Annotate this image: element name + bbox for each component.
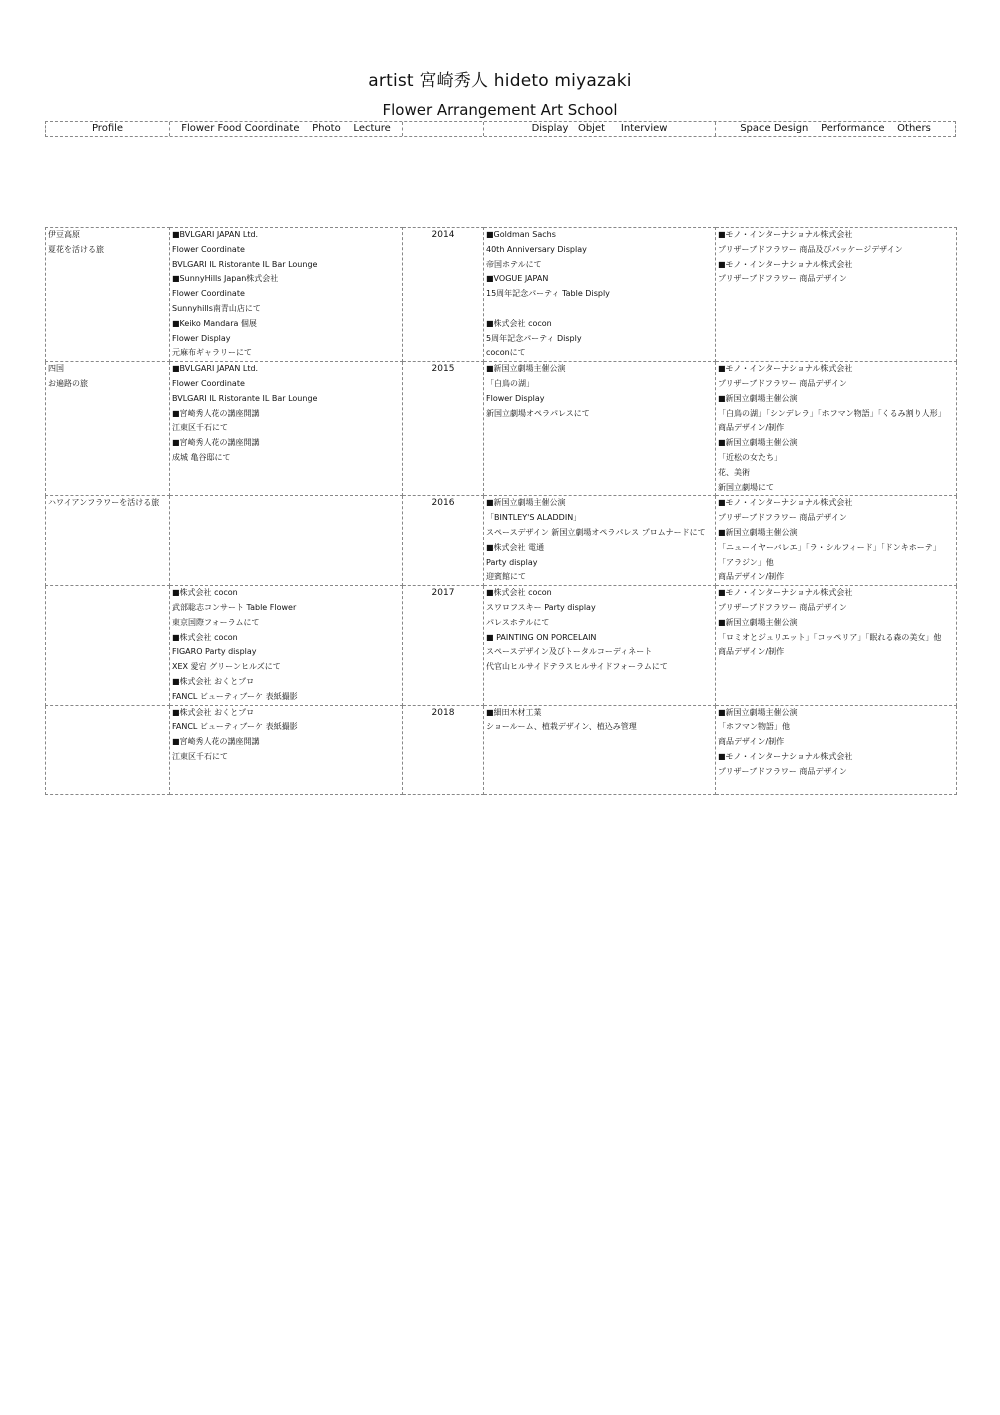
entry-line: 商品デザイン/制作: [718, 423, 785, 433]
entry-line: ■株式会社 おくとプロ: [172, 707, 255, 717]
nav-display-objet-interview[interactable]: Display Objet Interview: [484, 122, 716, 136]
entry-line: プリザーブドフラワー 商品デザイン: [718, 513, 847, 523]
entry-line: FANCL ビューティブーケ 表紙撮影: [172, 722, 298, 732]
entry-line: 四国: [48, 364, 64, 374]
entry-line: 武部聡志コンサート Table Flower: [172, 602, 297, 612]
entry-line: ■モノ・インターナショナル株式会社: [718, 588, 853, 598]
entry-line: 15周年記念パーティ Table Disply: [486, 289, 610, 299]
entry-line: ■細田木材工業: [486, 707, 542, 717]
entry-line: ■宮崎秀人花の講座開講: [172, 408, 260, 418]
entry-line: 商品デザイン/制作: [718, 572, 785, 582]
entry-line: ■株式会社 cocon: [486, 318, 552, 328]
entry-line: ■新国立劇場主催公演: [718, 707, 798, 717]
table-row: [46, 362, 957, 496]
nav-flower-food-coordinate[interactable]: Flower Food Coordinate Photo Lecture: [170, 122, 403, 136]
year-cell: 2014: [403, 228, 484, 362]
entry-line: ■株式会社 cocon: [172, 588, 238, 598]
entry-line: ■宮崎秀人花の講座開講: [172, 737, 260, 747]
space-design-cell: [716, 496, 957, 586]
entry-line: プリザーブドフラワー 商品デザイン: [718, 378, 847, 388]
entry-line: coconにて: [486, 348, 526, 358]
entry-line: BVLGARI IL Ristorante IL Bar Lounge: [172, 393, 318, 403]
entry-line: Flower Display: [172, 333, 231, 343]
entry-line: XEX 愛宕 グリーンヒルズにて: [172, 662, 281, 672]
entry-line: 「ホフマン物語」他: [718, 722, 790, 732]
entry-line: お遍路の旅: [48, 378, 88, 388]
entry-line: 元麻布ギャラリーにて: [172, 348, 252, 358]
coordinate-cell: [170, 496, 403, 586]
entry-line: ■新国立劇場主催公演: [486, 498, 566, 508]
table-row: [46, 586, 957, 705]
entry-line: 新国立劇場にて: [718, 482, 774, 492]
display-cell: [484, 496, 716, 586]
display-cell: [484, 362, 716, 496]
entry-line: プリザーブドフラワー 商品デザイン: [718, 602, 847, 612]
coordinate-cell: [170, 362, 403, 496]
entry-line: 「白鳥の湖」: [486, 378, 534, 388]
entry-line: ■新国立劇場主催公演: [718, 617, 798, 627]
entry-line: パレスホテルにて: [486, 617, 550, 627]
table-row: [46, 228, 957, 362]
nav-profile[interactable]: Profile: [46, 122, 170, 136]
entry-line: ■宮崎秀人花の講座開講: [172, 438, 260, 448]
entry-line: 江東区千石にて: [172, 751, 228, 761]
entry-line: ■新国立劇場主催公演: [718, 527, 798, 537]
entry-line: ■株式会社 電通: [486, 542, 545, 552]
entry-line: 商品デザイン/制作: [718, 647, 785, 657]
profile-cell: [46, 228, 170, 362]
profile-cell: [46, 586, 170, 705]
entry-line: 「BINTLEY'S ALADDIN」: [486, 513, 582, 523]
entry-line: Flower Coordinate: [172, 289, 245, 299]
entry-line: 伊豆高原: [48, 230, 80, 239]
profile-cell: [46, 496, 170, 586]
entry-line: 商品デザイン/制作: [718, 737, 785, 747]
display-cell: [484, 228, 716, 362]
school-title: Flower Arrangement Art School: [382, 101, 618, 119]
nav-blank: [403, 122, 484, 136]
entry-line: ■モノ・インターナショナル株式会社: [718, 259, 853, 269]
entry-line: 5周年記念パーティ Disply: [486, 333, 582, 343]
entry-line: 「ロミオとジュリエット」「コッペリア」「眠れる森の美女」他: [718, 632, 942, 642]
entry-line: プリザーブドフラワー 商品及びパッケージデザイン: [718, 244, 903, 254]
display-cell: [484, 705, 716, 795]
entry-line: ハワイアンフラワーを活ける旅: [48, 498, 160, 508]
nav-space-design-others[interactable]: Space Design Performance Others: [740, 123, 931, 134]
entry-line: スワロフスキー Party display: [486, 602, 596, 612]
entry-line: FIGARO Party display: [172, 647, 257, 657]
profile-cell: [46, 705, 170, 795]
entry-line: ■ PAINTING ON PORCELAIN: [486, 632, 597, 642]
entry-line: プリザーブドフラワー 商品デザイン: [718, 274, 847, 284]
entry-line: 花、美術: [718, 467, 750, 477]
coordinate-cell: [170, 705, 403, 795]
entry-line: ■SunnyHills Japan株式会社: [172, 274, 279, 284]
entry-line: 「アラジン」他: [718, 557, 774, 567]
entry-line: 江東区千石にて: [172, 423, 228, 433]
entry-line: 夏花を活ける旅: [48, 244, 104, 254]
entry-line: Flower Coordinate: [172, 244, 245, 254]
entry-line: Party display: [486, 557, 538, 567]
year-cell: 2016: [403, 496, 484, 586]
entry-line: プリザーブドフラワー 商品デザイン: [718, 766, 847, 776]
entry-line: ■株式会社 おくとプロ: [172, 676, 255, 686]
entry-line: 新国立劇場オペラパレスにて: [486, 408, 590, 418]
entry-line: [486, 302, 715, 317]
entry-line: ■株式会社 cocon: [172, 632, 238, 642]
entry-line: 代官山ヒルサイドテラスヒルサイドフォーラムにて: [486, 662, 668, 672]
entry-line: ■Goldman Sachs: [486, 230, 556, 239]
entry-line: ■新国立劇場主催公演: [486, 364, 566, 374]
entry-line: BVLGARI IL Ristorante IL Bar Lounge: [172, 259, 318, 269]
space-design-cell: [716, 362, 957, 496]
table-row: [46, 496, 957, 586]
entry-line: ■モノ・インターナショナル株式会社: [718, 230, 853, 239]
entry-line: ■モノ・インターナショナル株式会社: [718, 751, 853, 761]
space-design-cell: [716, 705, 957, 795]
entry-line: ■モノ・インターナショナル株式会社: [718, 364, 853, 374]
entry-line: ■VOGUE JAPAN: [486, 274, 549, 284]
entry-line: 「ニューイヤーバレエ」「ラ・シルフィード」「ドンキホーテ」: [718, 542, 941, 552]
entry-line: 40th Anniversary Display: [486, 244, 587, 254]
artist-title: artist 宮崎秀人 hideto miyazaki: [368, 71, 632, 91]
entry-line: 東京国際フォーラムにて: [172, 617, 260, 627]
entry-line: 帝国ホテルにて: [486, 259, 542, 269]
entry-line: FANCL ビューティブーケ 表紙撮影: [172, 691, 298, 701]
category-nav: [45, 121, 956, 137]
entry-line: ■新国立劇場主催公演: [718, 393, 798, 403]
profile-cell: [46, 362, 170, 496]
entry-line: 成城 亀谷邸にて: [172, 452, 231, 462]
display-cell: [484, 586, 716, 705]
space-design-cell: [716, 586, 957, 705]
entry-line: Flower Coordinate: [172, 378, 245, 388]
entry-line: 「近松の女たち」: [718, 452, 782, 462]
entry-line: ■新国立劇場主催公演: [718, 438, 798, 448]
space-design-cell: [716, 228, 957, 362]
entry-line: ■株式会社 cocon: [486, 588, 552, 598]
entry-line: ■BVLGARI JAPAN Ltd.: [172, 364, 259, 374]
year-cell: 2017: [403, 586, 484, 705]
entry-line: ■Keiko Mandara 個展: [172, 318, 257, 328]
entry-line: Sunnyhills南青山店にて: [172, 303, 261, 313]
entry-line: ■BVLGARI JAPAN Ltd.: [172, 230, 259, 239]
entry-line: スペースデザイン 新国立劇場オペラパレス プロムナードにて: [486, 527, 706, 537]
entry-line: スペースデザイン及びトータルコーディネート: [486, 647, 653, 657]
table-row: [46, 705, 957, 795]
entry-line: ショールーム、植栽デザイン、植込み管理: [486, 722, 637, 732]
entry-line: 迎賓館にて: [486, 572, 526, 582]
year-cell: 2015: [403, 362, 484, 496]
coordinate-cell: [170, 228, 403, 362]
entry-line: ■モノ・インターナショナル株式会社: [718, 498, 853, 508]
activity-table: [45, 227, 957, 795]
year-cell: 2018: [403, 705, 484, 795]
coordinate-cell: [170, 586, 403, 705]
entry-line: 「白鳥の湖」「シンデレラ」「ホフマン物語」「くるみ割り人形」: [718, 408, 946, 418]
entry-line: Flower Display: [486, 393, 545, 403]
